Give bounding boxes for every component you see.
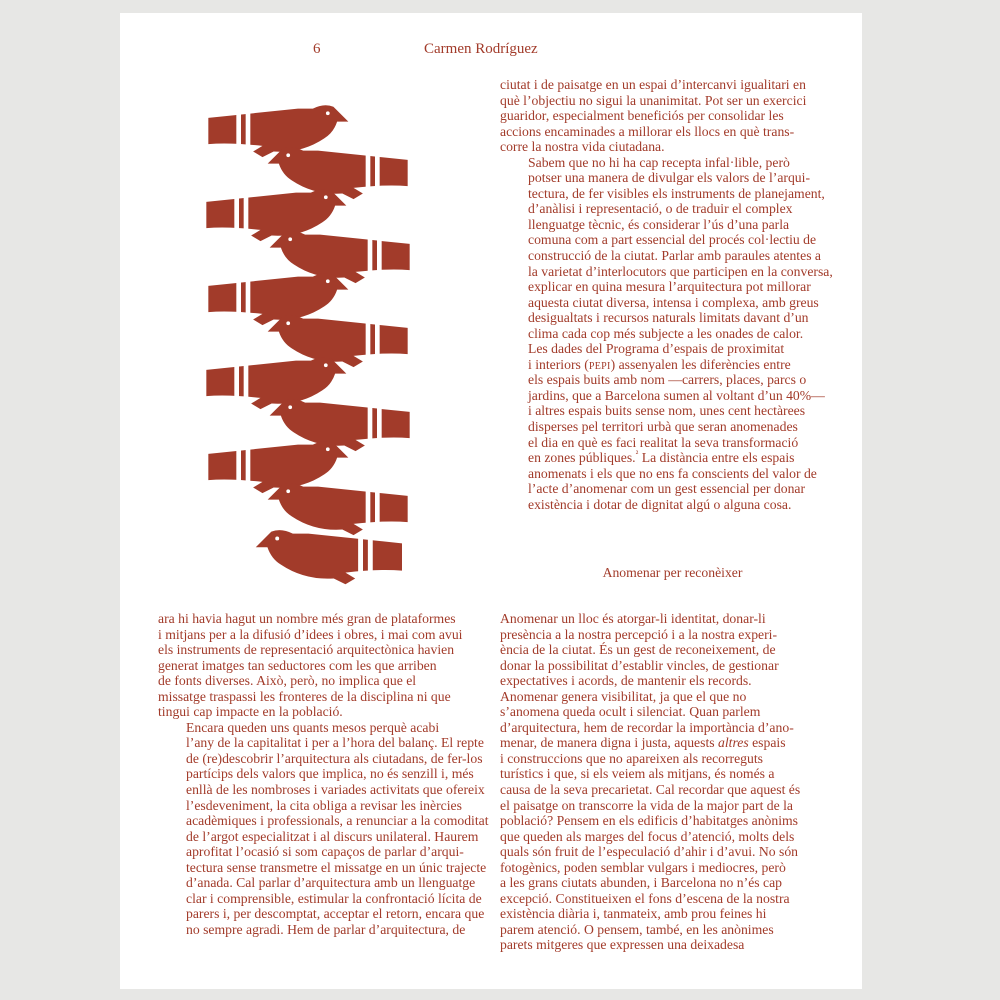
paragraph [158,720,503,938]
text-line: de (re)descobrir l’arquitectura als ciutadans, de fer-los [186,750,483,766]
text-line: existència diària i, tanmateix, amb prou feines hi [500,906,767,922]
text-line: tingui cap impacte en la població. [158,704,343,720]
text-line: el dia en què es faci realitat la seva transformació [528,434,799,450]
text-line: existència i dotar de dignitat algú o alguna cosa. [528,496,792,512]
text-line: excepció. Constitueixen el fons d’escena de la nostra [500,890,790,906]
text-line: Les dades del Programa d’espais de proximitat [528,341,785,357]
paragraph [500,341,845,512]
page-number: 6 [313,41,321,57]
text-line: el paisatge on transcorre la vida de la major part de la [500,797,794,813]
text-line: parem atenció. O pensem, també, en les anònimes [500,921,774,937]
text-line: població? Pensem en els edificis d’habitatges anònims [500,813,799,829]
text-line: donar la possibilitat d’establir vincles, de gestionar [500,657,779,673]
paragraph [500,155,845,342]
text-line: i altres espais buits sense nom, unes cent hectàrees [528,403,806,419]
emphasis: altres [718,735,749,751]
text-line: aquesta ciutat diversa, intensa i complexa, amb greus [528,294,819,310]
text-line: menar, de manera digna i justa, aquests altres espais [500,735,786,751]
text-line: a les grans ciutats abunden, i Barcelona no n’és cap [500,875,783,891]
text-line: Anomenar un lloc és atorgar-li identitat, donar-li [500,611,766,626]
text-line: enllà de les nombroses i variades activitats que ofereix [186,782,485,798]
text-line: quals són fruit de l’especulació d’ahir i d’avui. No són [500,844,799,860]
text-line: fotogènics, poden semblar vulgars i mediocres, però [500,859,786,875]
text-line: Anomenar genera visibilitat, ja que el que no [500,688,747,704]
text-line: de l’argot especialitzat i al discurs unilateral. Haurem [186,828,479,844]
acronym: pepi [588,356,611,372]
text-line: aprofitat l’ocasió si som capaços de parlar d’arqui- [186,844,464,860]
text-line: potser una manera de divulgar els valors de l’arqui- [528,170,811,186]
text-line: tectura sense transmetre el missatge en un únic trajecte [186,859,487,875]
text-line: comuna com a part essencial del procés col·lectiu de [528,232,817,248]
section-heading: Anomenar per reconèixer [602,565,743,580]
text-line: i construccions que no apareixen als recorreguts [500,750,764,766]
paragraph [158,611,503,720]
text-line: accions encaminades a millorar els llocs en què trans- [500,123,795,139]
text-line: parets mitgeres que expressen una deixadesa [500,937,745,953]
text-line: d’anada. Cal parlar d’arquitectura amb un llenguatge [186,875,476,891]
book-page [120,13,862,989]
text-line: ència de la ciutat. És un gest de reconeixement, de [500,642,776,658]
paragraph [500,77,845,155]
text-line: de fonts diverses. Això, però, no implica que el [158,673,417,689]
text-line: la varietat d’interlocutors que participen en la conversa, [528,263,833,279]
text-line: turístics i que, si els veiem als mitjans, és només a [500,766,775,782]
author-name: Carmen Rodríguez [424,41,538,57]
text-line: causa de la seva precarietat. Cal recordar que aquest és [500,782,801,798]
text-line: clima cada cop més subjecte a les onades de calor. [528,325,804,341]
text-line: anomenats i els que no ens fa conscients del valor de [528,465,817,481]
text-line: generat imatges tan seductores com les que arriben [158,657,437,673]
text-line: missatge traspassi les fronteres de la disciplina ni que [158,688,451,704]
text-line: corre la nostra vida ciutadana. [500,139,665,155]
body-text-column-left-bottom [158,611,503,937]
text-line: Sabem que no hi ha cap recepta infal·lible, però [528,154,790,170]
text-line: disperses pel territori urbà que seran anomenades [528,419,798,435]
text-line: l’any de la capitalitat i per a l’hora del balanç. El repte [186,735,484,751]
text-line: parers i, per descomptat, acceptar el retorn, encara que [186,906,485,922]
text-line: s’anomena queda ocult i silenciat. Quan parlem [500,704,761,720]
text-line: Encara queden uns quants mesos perquè acabi [186,719,440,735]
text-line: i mitjans per a la difusió d’idees i obres, i mai com avui [158,626,463,642]
text-line: que queden als marges del focus d’atenció, molts dels [500,828,795,844]
text-line: clar i comprensible, estimular la confrontació lícita de [186,890,482,906]
stacked-pigeons-icon [202,93,412,601]
paragraph [500,611,845,953]
text-line: d’anàlisi i representació, o de traduir el complex [528,201,793,217]
text-line: què l’objectiu no sigui la unanimitat. Pot ser un exercici [500,92,807,108]
text-line: explicar en quina mesura l’arquitectura pot millorar [528,279,811,295]
text-line: en zones públiques.$^{^2}$ La distància entre els espais [528,448,795,466]
text-line: llenguatge tècnic, és considerar l’ús d’una parla [528,216,790,232]
text-line: jardins, que a Barcelona sumen al voltant d’un 40%— [528,387,825,403]
text-line: desigualtats i recursos naturals limitats davant d’un [528,310,809,326]
text-line: tectura, de fer visibles els instruments de planejament, [528,185,825,201]
body-text-column-right-bottom [500,611,845,953]
text-line: els instruments de representació arquitectònica havien [158,642,455,658]
text-line: acadèmiques i professionals, a renunciar a la comoditat [186,813,489,829]
text-line: presència a la nostra percepció i a la nostra experi- [500,626,778,642]
text-line: no sempre agradi. Hem de parlar d’arquitectura, de [186,921,466,937]
text-line: partícips dels valors que implica, no és senzill i, més [186,766,474,782]
text-line: ara hi havia hagut un nombre més gran de plataformes [158,611,456,626]
body-text-column-right-top [500,77,845,512]
text-line: l’acte d’anomenar com un gest essencial per donar [528,481,806,497]
text-line: l’esdeveniment, la cita obliga a revisar les inèrcies [186,797,462,813]
text-line: ciutat i de paisatge en un espai d’intercanvi igualitari en [500,77,806,92]
text-line: guaridor, especialment beneficiós per consolidar les [500,108,784,124]
text-line: construcció de la ciutat. Parlar amb paraules atentes a [528,248,822,264]
text-line: els espais buits amb nom —carrers, places, parcs o [528,372,807,388]
text-line: expectatives i acords, de mantenir els records. [500,673,752,689]
footnote-marker: ² [635,448,639,459]
text-line: d’arquitectura, hem de recordar la importància d’ano- [500,719,794,735]
text-line: i interiors (pepi) assenyalen les diferències entre [528,356,791,372]
